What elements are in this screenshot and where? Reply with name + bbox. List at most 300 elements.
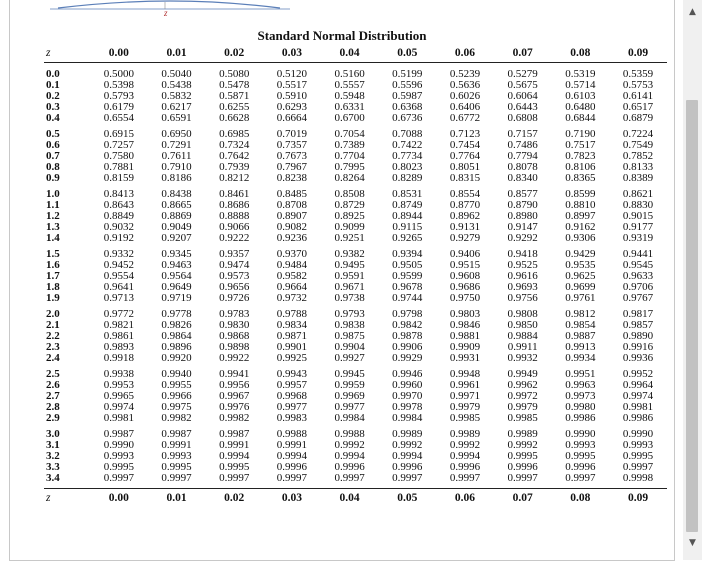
- probability-cell: 0.8749: [392, 199, 423, 211]
- probability-cell: 0.9997: [219, 472, 250, 484]
- probability-cell: 0.6915: [103, 128, 134, 140]
- probability-cell: 0.6255: [219, 101, 250, 113]
- probability-cell: 0.9920: [161, 352, 192, 364]
- probability-cell: 0.5596: [392, 79, 423, 91]
- probability-cell: 0.9783: [219, 308, 250, 320]
- scroll-down-arrow-icon[interactable]: ▼: [689, 538, 696, 548]
- probability-cell: 0.6293: [276, 101, 308, 113]
- table-row: [44, 233, 667, 244]
- probability-cell: 0.6141: [622, 90, 654, 102]
- header-column-0.08: 0.08: [552, 44, 610, 63]
- probability-cell: 0.8997: [565, 210, 596, 222]
- z-value-cell: 1.3: [46, 221, 60, 233]
- table-row: [44, 173, 667, 184]
- probability-cell: 0.9878: [392, 330, 423, 342]
- probability-cell: 0.6808: [507, 112, 538, 124]
- probability-cell: 0.9429: [565, 248, 596, 260]
- probability-cell: 0.9591: [334, 270, 365, 282]
- probability-cell: 0.6103: [565, 90, 596, 102]
- probability-cell: 0.8078: [507, 161, 538, 173]
- probability-cell: 0.9993: [565, 439, 596, 451]
- table-header-row: [44, 44, 667, 63]
- probability-cell: 0.9868: [219, 330, 250, 342]
- probability-cell: 0.9993: [622, 439, 654, 451]
- probability-cell: 0.9995: [507, 450, 538, 462]
- probability-cell: 0.9909: [449, 341, 481, 353]
- probability-cell: 0.7823: [565, 150, 596, 162]
- table-row: [44, 413, 667, 424]
- probability-cell: 0.6406: [449, 101, 481, 113]
- probability-cell: 0.5871: [219, 90, 250, 102]
- probability-cell: 0.6700: [334, 112, 365, 124]
- header-column-0.01: 0.01: [148, 44, 206, 63]
- probability-cell: 0.9641: [103, 281, 134, 293]
- probability-cell: 0.9756: [507, 292, 538, 304]
- probability-cell: 0.9834: [276, 319, 308, 331]
- z-value-cell: 2.0: [46, 308, 60, 320]
- probability-cell: 0.8340: [507, 172, 538, 184]
- probability-cell: 0.9974: [103, 401, 134, 413]
- probability-cell: 0.5517: [276, 79, 308, 91]
- probability-cell: 0.9979: [507, 401, 538, 413]
- probability-cell: 0.9207: [161, 232, 192, 244]
- probability-cell: 0.6179: [103, 101, 134, 113]
- probability-cell: 0.8708: [276, 199, 308, 211]
- footer-column-0.01: 0.01: [148, 489, 206, 508]
- z-value-cell: 1.2: [46, 210, 60, 222]
- probability-cell: 0.9992: [334, 439, 365, 451]
- header-z-label: z: [44, 44, 90, 63]
- probability-cell: 0.6844: [565, 112, 596, 124]
- probability-cell: 0.9082: [276, 221, 308, 233]
- probability-cell: 0.8686: [219, 199, 250, 211]
- probability-cell: 0.9994: [449, 450, 481, 462]
- probability-cell: 0.6950: [161, 128, 192, 140]
- probability-cell: 0.7019: [276, 128, 308, 140]
- probability-cell: 0.7881: [103, 161, 134, 173]
- probability-cell: 0.9995: [161, 461, 192, 473]
- probability-cell: 0.9965: [103, 390, 134, 402]
- probability-cell: 0.9997: [334, 472, 365, 484]
- probability-cell: 0.9192: [103, 232, 134, 244]
- probability-cell: 0.9940: [161, 368, 192, 380]
- probability-cell: 0.9898: [219, 341, 250, 353]
- footer-column-0.03: 0.03: [263, 489, 321, 508]
- probability-cell: 0.7123: [449, 128, 481, 140]
- probability-cell: 0.8159: [103, 172, 134, 184]
- z-value-cell: 3.2: [46, 450, 60, 462]
- z-value-cell: 2.7: [46, 390, 60, 402]
- probability-cell: 0.5398: [103, 79, 134, 91]
- probability-cell: 0.5675: [507, 79, 538, 91]
- probability-cell: 0.9306: [565, 232, 596, 244]
- probability-cell: 0.6664: [276, 112, 308, 124]
- z-table: [44, 44, 667, 507]
- probability-cell: 0.9948: [449, 368, 481, 380]
- probability-cell: 0.9980: [565, 401, 596, 413]
- probability-cell: 0.8212: [219, 172, 250, 184]
- probability-cell: 0.9938: [103, 368, 134, 380]
- probability-cell: 0.8186: [161, 172, 192, 184]
- header-column-0.06: 0.06: [436, 44, 494, 63]
- probability-cell: 0.9564: [161, 270, 192, 282]
- probability-cell: 0.9984: [392, 412, 423, 424]
- scrollbar-thumb[interactable]: [686, 100, 698, 532]
- probability-cell: 0.8554: [449, 188, 481, 200]
- probability-cell: 0.9573: [219, 270, 250, 282]
- probability-cell: 0.6368: [392, 101, 423, 113]
- probability-cell: 0.8133: [622, 161, 654, 173]
- probability-cell: 0.9996: [565, 461, 596, 473]
- probability-cell: 0.9969: [334, 390, 365, 402]
- probability-cell: 0.9997: [103, 472, 134, 484]
- z-value-cell: 1.8: [46, 281, 60, 293]
- probability-cell: 0.9992: [392, 439, 423, 451]
- normal-curve-figure: [10, 0, 674, 22]
- probability-cell: 0.9994: [334, 450, 365, 462]
- probability-cell: 0.9474: [219, 259, 250, 271]
- probability-cell: 0.9991: [161, 439, 192, 451]
- probability-cell: 0.8365: [565, 172, 596, 184]
- probability-cell: 0.9934: [565, 352, 596, 364]
- probability-cell: 0.5832: [161, 90, 192, 102]
- z-value-cell: 2.2: [46, 330, 60, 342]
- z-value-cell: 0.4: [46, 112, 60, 124]
- probability-cell: 0.6772: [449, 112, 481, 124]
- probability-cell: 0.9970: [392, 390, 423, 402]
- probability-cell: 0.8238: [276, 172, 308, 184]
- probability-cell: 0.9956: [219, 379, 250, 391]
- z-value-cell: 1.7: [46, 270, 60, 282]
- probability-cell: 0.7611: [161, 150, 192, 162]
- probability-cell: 0.7088: [392, 128, 423, 140]
- probability-cell: 0.9988: [276, 428, 308, 440]
- probability-cell: 0.9929: [392, 352, 423, 364]
- probability-cell: 0.9994: [276, 450, 308, 462]
- probability-cell: 0.9995: [103, 461, 134, 473]
- probability-cell: 0.9535: [565, 259, 596, 271]
- z-value-cell: 1.5: [46, 248, 60, 260]
- probability-cell: 0.5793: [103, 90, 134, 102]
- probability-cell: 0.5753: [622, 79, 654, 91]
- probability-cell: 0.9985: [449, 412, 481, 424]
- probability-cell: 0.7704: [334, 150, 365, 162]
- probability-cell: 0.9922: [219, 352, 250, 364]
- probability-cell: 0.7054: [334, 128, 365, 140]
- z-value-cell: 0.0: [46, 68, 60, 80]
- probability-cell: 0.9961: [449, 379, 481, 391]
- probability-cell: 0.9066: [219, 221, 250, 233]
- probability-cell: 0.9015: [622, 210, 654, 222]
- probability-cell: 0.9975: [161, 401, 192, 413]
- footer-z-label: z: [44, 489, 90, 508]
- probability-cell: 0.9881: [449, 330, 481, 342]
- probability-cell: 0.9918: [103, 352, 134, 364]
- probability-cell: 0.7291: [161, 139, 192, 151]
- probability-cell: 0.9953: [103, 379, 134, 391]
- probability-cell: 0.6517: [622, 101, 654, 113]
- probability-cell: 0.8577: [507, 188, 538, 200]
- probability-cell: 0.8849: [103, 210, 134, 222]
- footer-column-0.09: 0.09: [609, 489, 667, 508]
- curve-z-label: z: [164, 8, 168, 18]
- probability-cell: 0.9599: [392, 270, 423, 282]
- probability-cell: 0.9997: [622, 461, 654, 473]
- probability-cell: 0.9996: [392, 461, 423, 473]
- probability-cell: 0.7764: [449, 150, 481, 162]
- probability-cell: 0.7580: [103, 150, 134, 162]
- z-value-cell: 2.6: [46, 379, 60, 391]
- probability-cell: 0.9977: [276, 401, 308, 413]
- probability-cell: 0.9864: [161, 330, 192, 342]
- probability-cell: 0.8980: [507, 210, 538, 222]
- probability-cell: 0.5000: [103, 68, 134, 80]
- probability-cell: 0.9973: [565, 390, 596, 402]
- probability-cell: 0.9826: [161, 319, 192, 331]
- probability-cell: 0.9884: [507, 330, 538, 342]
- probability-cell: 0.9979: [449, 401, 481, 413]
- probability-cell: 0.9990: [622, 428, 654, 440]
- probability-cell: 0.9871: [276, 330, 308, 342]
- probability-cell: 0.9996: [276, 461, 308, 473]
- header-column-0.03: 0.03: [263, 44, 321, 63]
- table-row: [44, 113, 667, 124]
- probability-cell: 0.9981: [622, 401, 654, 413]
- probability-cell: 0.9131: [449, 221, 481, 233]
- probability-cell: 0.7257: [103, 139, 134, 151]
- probability-cell: 0.9838: [334, 319, 365, 331]
- probability-cell: 0.9890: [622, 330, 654, 342]
- probability-cell: 0.9394: [392, 248, 423, 260]
- header-column-0.09: 0.09: [609, 44, 667, 63]
- probability-cell: 0.7422: [392, 139, 423, 151]
- probability-cell: 0.9099: [334, 221, 365, 233]
- probability-cell: 0.9633: [622, 270, 654, 282]
- probability-cell: 0.9854: [565, 319, 596, 331]
- probability-cell: 0.9913: [565, 341, 596, 353]
- probability-cell: 0.9699: [565, 281, 596, 293]
- probability-cell: 0.7939: [219, 161, 250, 173]
- probability-cell: 0.6480: [565, 101, 596, 113]
- probability-cell: 0.9750: [449, 292, 481, 304]
- probability-cell: 0.9931: [449, 352, 481, 364]
- z-value-cell: 0.7: [46, 150, 60, 162]
- probability-cell: 0.8944: [392, 210, 423, 222]
- probability-cell: 0.9279: [449, 232, 481, 244]
- probability-cell: 0.9991: [276, 439, 308, 451]
- z-value-cell: 0.5: [46, 128, 60, 140]
- probability-cell: 0.9906: [392, 341, 423, 353]
- probability-cell: 0.9995: [622, 450, 654, 462]
- z-value-cell: 2.1: [46, 319, 60, 331]
- probability-cell: 0.9949: [507, 368, 538, 380]
- probability-cell: 0.7910: [161, 161, 192, 173]
- probability-cell: 0.8461: [219, 188, 250, 200]
- probability-cell: 0.6591: [161, 112, 192, 124]
- z-value-cell: 1.6: [46, 259, 60, 271]
- probability-cell: 0.6628: [219, 112, 250, 124]
- probability-cell: 0.7794: [507, 150, 538, 162]
- probability-cell: 0.7517: [565, 139, 596, 151]
- probability-cell: 0.5714: [565, 79, 596, 91]
- probability-cell: 0.9772: [103, 308, 134, 320]
- probability-cell: 0.9525: [507, 259, 538, 271]
- probability-cell: 0.9177: [622, 221, 654, 233]
- probability-cell: 0.9925: [276, 352, 308, 364]
- probability-cell: 0.8869: [161, 210, 192, 222]
- probability-cell: 0.9993: [103, 450, 134, 462]
- z-value-cell: 0.3: [46, 101, 60, 113]
- probability-cell: 0.8925: [334, 210, 365, 222]
- table-body: [44, 63, 667, 489]
- probability-cell: 0.7995: [334, 161, 365, 173]
- probability-cell: 0.9955: [161, 379, 192, 391]
- probability-cell: 0.5636: [449, 79, 481, 91]
- table-row: [44, 473, 667, 484]
- probability-cell: 0.9972: [507, 390, 538, 402]
- probability-cell: 0.6064: [507, 90, 538, 102]
- probability-cell: 0.9767: [622, 292, 654, 304]
- scroll-up-arrow-icon[interactable]: ▲: [689, 7, 696, 17]
- probability-cell: 0.9778: [161, 308, 192, 320]
- probability-cell: 0.9656: [219, 281, 250, 293]
- probability-cell: 0.5438: [161, 79, 192, 91]
- probability-cell: 0.9554: [103, 270, 134, 282]
- probability-cell: 0.9887: [565, 330, 596, 342]
- probability-cell: 0.9821: [103, 319, 134, 331]
- probability-cell: 0.9991: [219, 439, 250, 451]
- probability-cell: 0.9842: [392, 319, 423, 331]
- probability-cell: 0.7357: [276, 139, 308, 151]
- header-column-0.07: 0.07: [494, 44, 552, 63]
- probability-cell: 0.5319: [565, 68, 596, 80]
- probability-cell: 0.9916: [622, 341, 654, 353]
- footer-column-0.00: 0.00: [90, 489, 148, 508]
- probability-cell: 0.5279: [507, 68, 538, 80]
- probability-cell: 0.9998: [622, 472, 654, 484]
- probability-cell: 0.9664: [276, 281, 308, 293]
- probability-cell: 0.9989: [392, 428, 423, 440]
- z-value-cell: 0.6: [46, 139, 60, 151]
- probability-cell: 0.8643: [103, 199, 134, 211]
- probability-cell: 0.5557: [334, 79, 365, 91]
- probability-cell: 0.9997: [392, 472, 423, 484]
- probability-cell: 0.5987: [392, 90, 423, 102]
- probability-cell: 0.9901: [276, 341, 308, 353]
- probability-cell: 0.9996: [449, 461, 481, 473]
- probability-cell: 0.8531: [392, 188, 423, 200]
- probability-cell: 0.9357: [219, 248, 250, 260]
- footer-column-0.07: 0.07: [494, 489, 552, 508]
- z-value-cell: 0.1: [46, 79, 60, 91]
- probability-cell: 0.9582: [276, 270, 308, 282]
- z-value-cell: 2.8: [46, 401, 60, 413]
- probability-cell: 0.9943: [276, 368, 308, 380]
- probability-cell: 0.9995: [219, 461, 250, 473]
- header-column-0.04: 0.04: [321, 44, 379, 63]
- page-title: Standard Normal Distribution: [257, 28, 427, 43]
- probability-cell: 0.9332: [103, 248, 134, 260]
- probability-cell: 0.9236: [276, 232, 308, 244]
- probability-cell: 0.7734: [392, 150, 423, 162]
- probability-cell: 0.9671: [334, 281, 365, 293]
- z-value-cell: 2.5: [46, 368, 60, 380]
- probability-cell: 0.8289: [392, 172, 423, 184]
- probability-cell: 0.9962: [507, 379, 538, 391]
- probability-cell: 0.8413: [103, 188, 134, 200]
- probability-cell: 0.9996: [507, 461, 538, 473]
- probability-cell: 0.8790: [507, 199, 538, 211]
- probability-cell: 0.9945: [334, 368, 365, 380]
- probability-cell: 0.9952: [622, 368, 654, 380]
- probability-cell: 0.9706: [622, 281, 654, 293]
- probability-cell: 0.9484: [276, 259, 308, 271]
- probability-cell: 0.9992: [449, 439, 481, 451]
- probability-cell: 0.9406: [449, 248, 481, 260]
- z-value-cell: 2.4: [46, 352, 60, 364]
- probability-cell: 0.6985: [219, 128, 250, 140]
- vertical-scrollbar[interactable]: [683, 0, 702, 560]
- probability-cell: 0.9545: [622, 259, 654, 271]
- probability-cell: 0.9997: [449, 472, 481, 484]
- probability-cell: 0.9911: [507, 341, 538, 353]
- probability-cell: 0.9987: [219, 428, 250, 440]
- probability-cell: 0.8962: [449, 210, 481, 222]
- probability-cell: 0.9987: [161, 428, 192, 440]
- probability-cell: 0.9793: [334, 308, 365, 320]
- probability-cell: 0.6443: [507, 101, 538, 113]
- probability-cell: 0.8389: [622, 172, 654, 184]
- normal-curve-graphic: [10, 0, 674, 22]
- z-value-cell: 1.9: [46, 292, 60, 304]
- probability-cell: 0.9978: [392, 401, 423, 413]
- probability-cell: 0.9992: [507, 439, 538, 451]
- z-value-cell: 3.4: [46, 472, 60, 484]
- probability-cell: 0.5478: [219, 79, 250, 91]
- probability-cell: 0.9987: [103, 428, 134, 440]
- probability-cell: 0.9959: [334, 379, 365, 391]
- probability-cell: 0.9966: [161, 390, 192, 402]
- probability-cell: 0.9678: [392, 281, 423, 293]
- probability-cell: 0.9608: [449, 270, 481, 282]
- header-column-0.02: 0.02: [205, 44, 263, 63]
- probability-cell: 0.9994: [219, 450, 250, 462]
- footer-column-0.02: 0.02: [205, 489, 263, 508]
- probability-cell: 0.9984: [334, 412, 365, 424]
- probability-cell: 0.7549: [622, 139, 654, 151]
- probability-cell: 0.6026: [449, 90, 481, 102]
- probability-cell: 0.7642: [219, 150, 250, 162]
- probability-cell: 0.7852: [622, 150, 654, 162]
- probability-cell: 0.8106: [565, 161, 596, 173]
- probability-cell: 0.5948: [334, 90, 365, 102]
- probability-cell: 0.9989: [507, 428, 538, 440]
- probability-cell: 0.5080: [219, 68, 250, 80]
- probability-cell: 0.9977: [334, 401, 365, 413]
- probability-cell: 0.5910: [276, 90, 308, 102]
- probability-cell: 0.6217: [161, 101, 192, 113]
- probability-cell: 0.9963: [565, 379, 596, 391]
- probability-cell: 0.9967: [219, 390, 250, 402]
- probability-cell: 0.9983: [276, 412, 308, 424]
- probability-cell: 0.9982: [219, 412, 250, 424]
- table-footer-row: [44, 489, 667, 508]
- z-value-cell: 3.3: [46, 461, 60, 473]
- probability-cell: 0.9850: [507, 319, 538, 331]
- probability-cell: 0.8023: [392, 161, 423, 173]
- probability-cell: 0.8770: [449, 199, 481, 211]
- probability-cell: 0.9957: [276, 379, 308, 391]
